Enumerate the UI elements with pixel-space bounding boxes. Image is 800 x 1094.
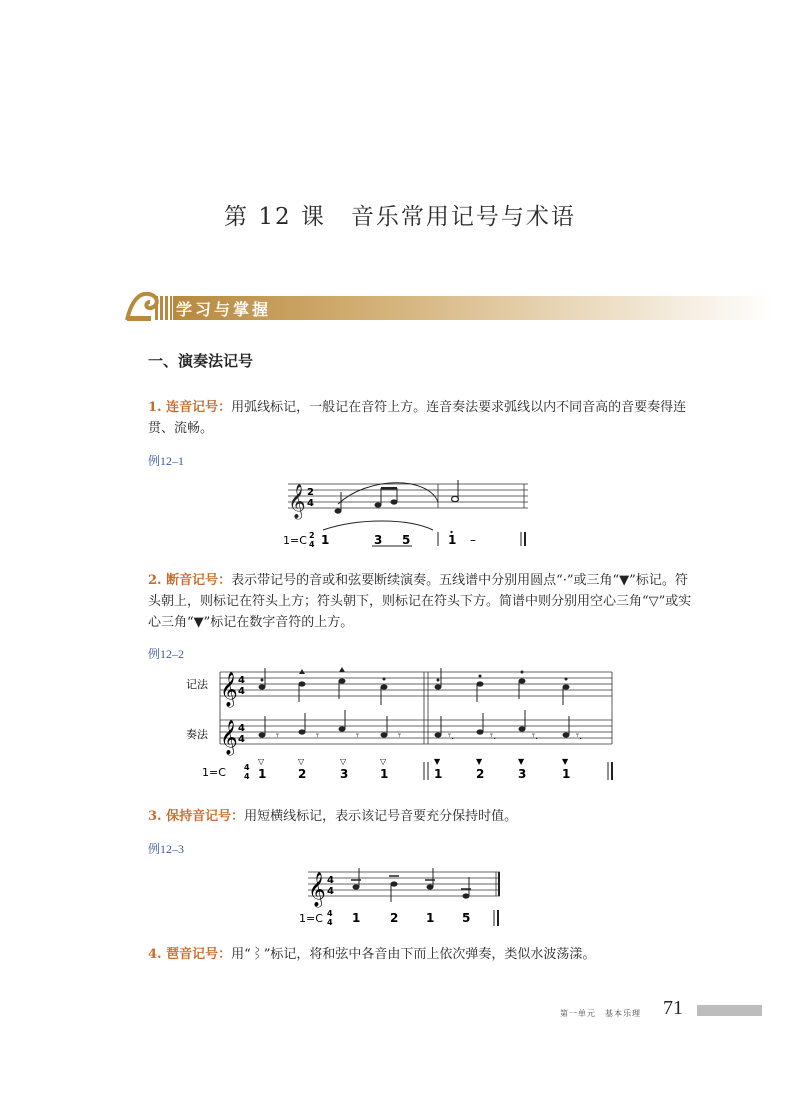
svg-text:▼: ▼ xyxy=(562,757,569,766)
jianpu-note: 5 xyxy=(462,911,471,925)
item-term: 3. 保持音记号： xyxy=(148,809,245,824)
score-example-2 xyxy=(180,662,620,784)
time-signature-top: 2 xyxy=(307,487,314,498)
jianpu-note: 3 xyxy=(374,533,383,547)
svg-text:▽: ▽ xyxy=(340,757,347,766)
time-signature-bottom: 4 xyxy=(307,498,314,509)
treble-clef-icon: 𝄞 xyxy=(308,872,326,907)
jianpu-note: 5 xyxy=(402,533,411,547)
svg-text:𝄾: 𝄾 xyxy=(398,729,401,742)
time-bottom: 4 xyxy=(327,918,333,927)
jianpu-note: 1 xyxy=(434,767,443,781)
svg-text:▼: ▼ xyxy=(476,757,483,766)
svg-text:▼: ▼ xyxy=(518,757,525,766)
time-signature-bottom: 4 xyxy=(238,686,245,697)
svg-text:𝄾.: 𝄾. xyxy=(532,729,539,742)
jianpu-note: – xyxy=(470,533,476,547)
footer-bar xyxy=(697,1005,762,1016)
time-bottom: 4 xyxy=(244,772,250,781)
svg-text:𝄾.: 𝄾. xyxy=(576,729,583,742)
svg-text:𝄾.: 𝄾. xyxy=(448,729,455,742)
jianpu-note: 1 xyxy=(426,911,435,925)
key-signature: 1=C xyxy=(202,766,226,779)
item-paragraph xyxy=(148,570,693,633)
svg-text:▽: ▽ xyxy=(380,757,387,766)
example-label: 例12–1 xyxy=(148,454,185,468)
time-signature-top: 4 xyxy=(327,875,334,886)
item-paragraph xyxy=(148,944,693,965)
time-bottom: 4 xyxy=(309,540,315,549)
time-top: 4 xyxy=(327,909,333,918)
jianpu-note: 1 xyxy=(448,533,457,547)
note xyxy=(391,499,398,504)
item-paragraph xyxy=(148,397,693,439)
treble-clef-icon: 𝄞 xyxy=(288,484,306,519)
treble-clef-icon: 𝄞 xyxy=(220,672,238,707)
key-signature: 1=C xyxy=(299,912,323,925)
jianpu-note: 1 xyxy=(380,767,389,781)
time-signature-bottom: 4 xyxy=(327,886,334,897)
treble-clef-icon: 𝄞 xyxy=(220,720,238,755)
jianpu-note: 2 xyxy=(298,767,307,781)
item-text: 用“⌇”标记，将和弦中各音由下而上依次弹奏，类似水波荡漾。 xyxy=(231,947,596,962)
row-label: 记法 xyxy=(186,678,208,691)
jianpu-note: 3 xyxy=(518,767,527,781)
section-heading: 一、演奏法记号 xyxy=(148,352,254,370)
item-term: 2. 断音记号： xyxy=(148,573,232,588)
notation-notes xyxy=(259,667,570,705)
jianpu-note: 1 xyxy=(352,911,361,925)
lesson-title: 第 12 课 音乐常用记号与术语 xyxy=(224,204,576,230)
item-text: 用弧线标记，一般记在音符上方。连音奏法要求弧线以内不同音高的音要奏得连贯、流畅。 xyxy=(148,400,687,436)
item-term: 4. 琶音记号： xyxy=(148,947,232,962)
svg-text:𝄾: 𝄾 xyxy=(316,729,319,742)
row-label: 奏法 xyxy=(186,728,208,741)
footer-chapter: 第一单元 基本乐理 xyxy=(560,1009,641,1018)
svg-text:𝄾: 𝄾 xyxy=(276,729,279,742)
svg-text:𝄾: 𝄾 xyxy=(356,729,359,742)
jianpu-note: 1 xyxy=(321,533,330,547)
time-signature-top: 4 xyxy=(238,675,245,686)
slur xyxy=(338,483,438,504)
item-paragraph xyxy=(148,806,693,827)
item-term: 1. 连音记号： xyxy=(148,400,232,415)
svg-text:▽: ▽ xyxy=(258,757,265,766)
jianpu-note: 3 xyxy=(340,767,349,781)
jianpu-note: 1 xyxy=(258,767,267,781)
item-text: 表示带记号的音或和弦要断续演奏。五线谱中分别用圆点“·”或三角“▼”标记。符头朝上，则标记在符头上方；符头朝下，则标记在符头下方。简谱中则分别用空心三角“▽”或实心三角“▼”标记在数字音符的上方。 xyxy=(148,573,692,630)
jianpu-note: 1 xyxy=(562,767,571,781)
banner-label: 学习与掌握 xyxy=(176,300,272,319)
time-top: 4 xyxy=(244,763,250,772)
page-number: 71 xyxy=(663,997,683,1019)
item-text: 用短横线标记，表示该记号音要充分保持时值。 xyxy=(244,809,518,824)
time-signature-bottom: 4 xyxy=(238,734,245,745)
key-signature: 1=C xyxy=(283,534,307,547)
note xyxy=(375,502,382,507)
example-label: 例12–2 xyxy=(148,647,185,661)
note xyxy=(335,508,342,513)
example-label: 例12–3 xyxy=(148,842,185,856)
jianpu-note: 2 xyxy=(390,911,399,925)
svg-text:▼: ▼ xyxy=(434,757,441,766)
svg-text:𝄾.: 𝄾. xyxy=(490,729,497,742)
svg-text:▽: ▽ xyxy=(298,757,305,766)
score-example-3 xyxy=(294,862,514,934)
time-signature-top: 4 xyxy=(238,723,245,734)
jianpu-note: 2 xyxy=(476,767,485,781)
score-example-1 xyxy=(278,474,538,554)
time-top: 2 xyxy=(309,531,315,540)
note xyxy=(452,496,459,501)
